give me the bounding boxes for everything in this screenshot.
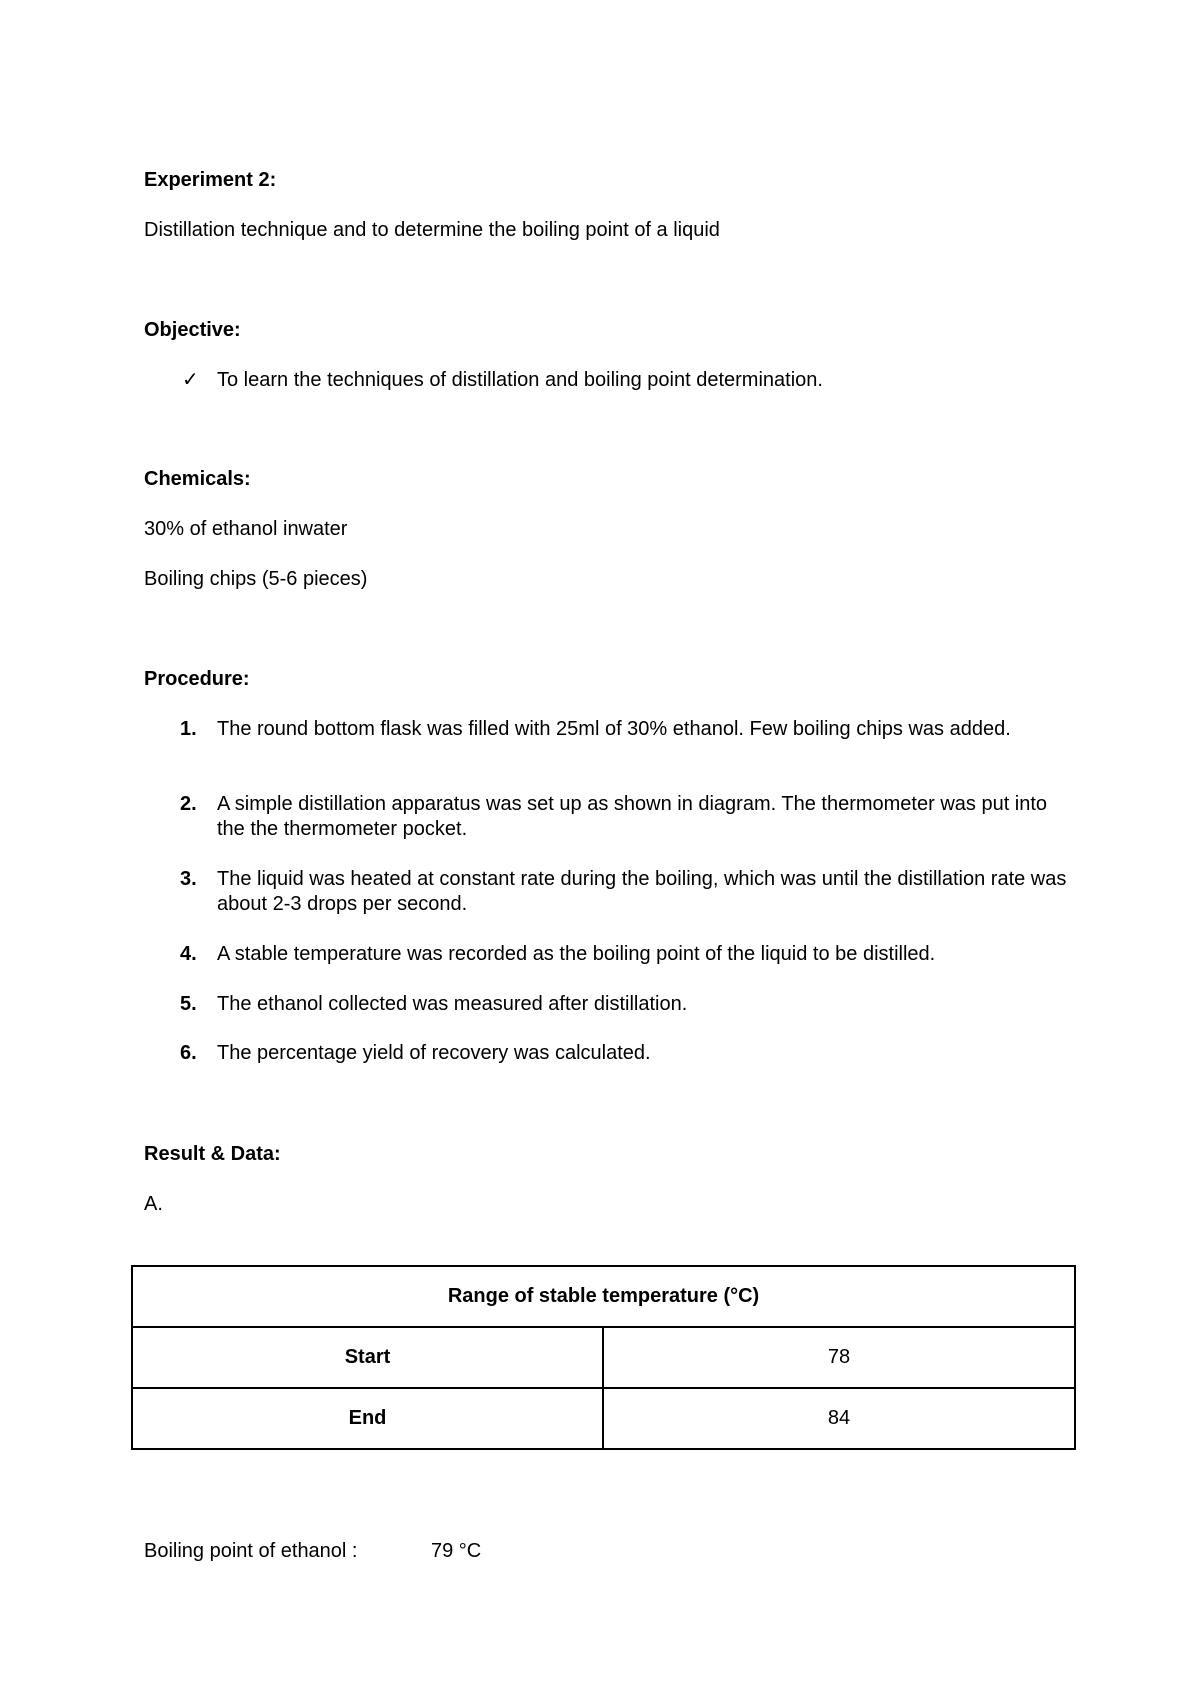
experiment-title: Distillation technique and to determine the boiling point of a liquid (144, 219, 720, 241)
step-number: 6. (180, 1042, 197, 1064)
procedure-step (180, 992, 1080, 1017)
boiling-point-value: 79 °C (431, 1540, 482, 1562)
step-number: 3. (180, 868, 197, 890)
procedure-step (180, 942, 1080, 967)
procedure-step (180, 717, 1080, 742)
row-label: Start (132, 1327, 603, 1388)
table-header: Range of stable temperature (°C) (132, 1266, 1075, 1327)
chemical-item: 30% of ethanol inwater (144, 518, 348, 540)
step-text: The round bottom flask was filled with 25ml of 30% ethanol. Few boiling chips was added. (217, 718, 1011, 740)
procedure-step (180, 1041, 1080, 1066)
objective-heading: Objective: (144, 319, 241, 341)
procedure-step (180, 792, 1080, 842)
step-text: A simple distillation apparatus was set up as shown in diagram. The thermometer was put into the the thermometer pocket. (217, 793, 1048, 840)
objective-item-text: To learn the techniques of distillation and boiling point determination. (217, 369, 823, 391)
step-text: The percentage yield of recovery was calculated. (217, 1042, 651, 1064)
row-value: 84 (603, 1388, 1075, 1449)
row-value: 78 (603, 1327, 1075, 1388)
boiling-point-label: Boiling point of ethanol : (144, 1540, 358, 1562)
table-row (132, 1388, 1075, 1449)
results-part-label: A. (144, 1193, 163, 1215)
step-number: 2. (180, 793, 197, 815)
step-number: 1. (180, 718, 197, 740)
step-text: A stable temperature was recorded as the boiling point of the liquid to be distilled. (217, 943, 936, 965)
temperature-table (131, 1265, 1076, 1450)
table-header-row (132, 1266, 1075, 1327)
check-mark-icon: ✓ (182, 369, 199, 391)
step-text: The liquid was heated at constant rate during the boiling, which was until the distillation rate was about 2-3 drops per second. (217, 868, 1067, 915)
table-row (132, 1327, 1075, 1388)
procedure-heading: Procedure: (144, 668, 250, 690)
chemical-item: Boiling chips (5-6 pieces) (144, 568, 368, 590)
results-heading: Result & Data: (144, 1143, 281, 1165)
experiment-heading: Experiment 2: (144, 169, 277, 191)
step-number: 5. (180, 993, 197, 1015)
row-label: End (132, 1388, 603, 1449)
objective-item (182, 368, 823, 393)
step-number: 4. (180, 943, 197, 965)
procedure-step (180, 867, 1080, 917)
step-text: The ethanol collected was measured after distillation. (217, 993, 688, 1015)
chemicals-heading: Chemicals: (144, 468, 251, 490)
